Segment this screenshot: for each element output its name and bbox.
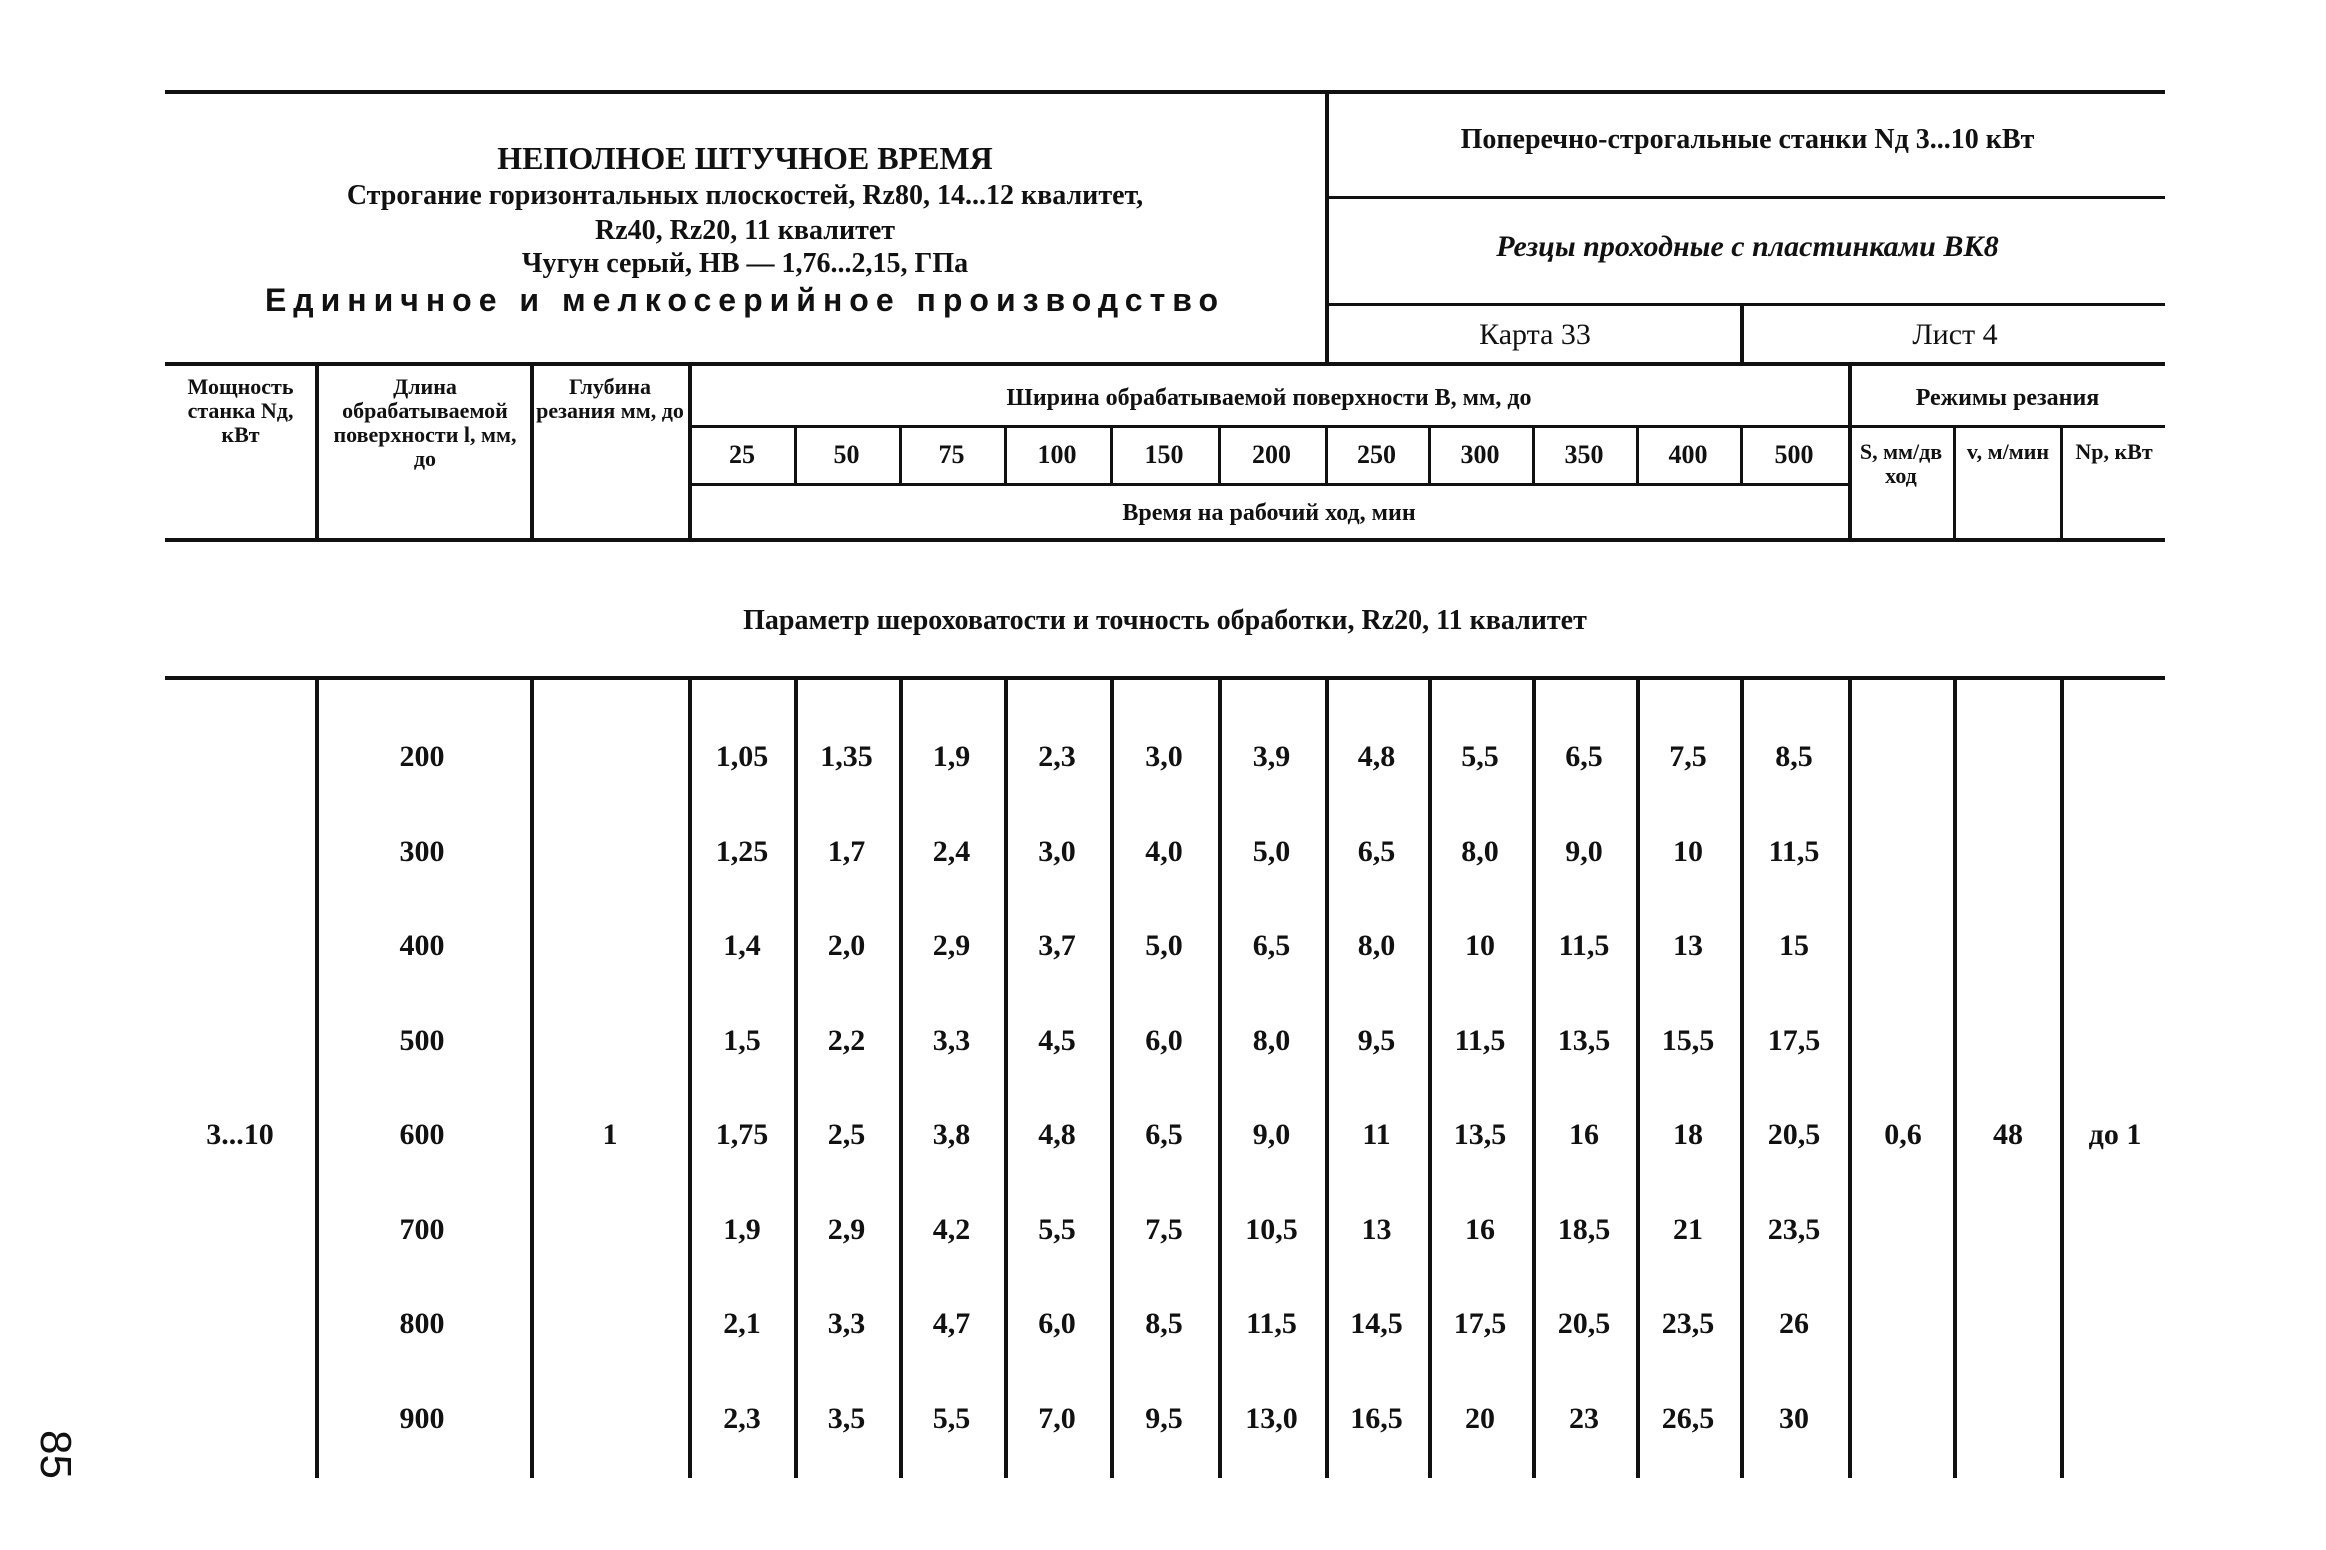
- header-divider: [1325, 92, 1329, 362]
- time-cell: 26,5: [1661, 1401, 1715, 1435]
- time-cell: 10: [1465, 929, 1495, 962]
- time-cell: 6,5: [1252, 929, 1291, 962]
- time-cell: 2,2: [827, 1023, 866, 1057]
- column-depth: Глубина резания мм, до: [536, 374, 684, 423]
- time-cell: 20,5: [1557, 1307, 1611, 1340]
- time-cell: 1,4: [723, 929, 761, 962]
- width-100: 100: [1037, 440, 1077, 469]
- time-cell: 9,5: [1357, 1023, 1396, 1057]
- time-cell: 15,5: [1661, 1023, 1715, 1057]
- width-divider: [1004, 427, 1007, 484]
- length-800: 800: [399, 1307, 445, 1340]
- time-cell: 1,75: [715, 1118, 769, 1151]
- operation-line-1: Строгание горизонтальных плоскостей, Rz80, 14...12 квалитет,: [346, 180, 1144, 211]
- body-column-divider: [1110, 678, 1114, 1478]
- col-div-2: [530, 364, 534, 538]
- width-divider: [1428, 427, 1431, 484]
- depth-value: 1: [602, 1118, 618, 1151]
- time-cell: 5,5: [1461, 740, 1499, 773]
- time-cell: 18,5: [1557, 1212, 1611, 1246]
- time-cell: 13,5: [1453, 1118, 1507, 1151]
- time-cell: 20: [1465, 1401, 1495, 1435]
- time-cell: 17,5: [1767, 1023, 1821, 1057]
- time-cell: 26: [1779, 1307, 1809, 1340]
- body-column-divider: [2060, 678, 2064, 1478]
- sheet-number: Лист 4: [1912, 318, 1998, 351]
- time-cell: 2,0: [827, 929, 866, 962]
- width-divider: [1740, 427, 1743, 484]
- length-600: 600: [399, 1118, 445, 1151]
- time-cell: 1,05: [715, 740, 769, 773]
- column-modes-header: Режимы резания: [1915, 385, 2100, 411]
- time-cell: 2,5: [827, 1118, 866, 1151]
- width-300: 300: [1460, 440, 1500, 469]
- time-cell: 13,0: [1245, 1401, 1298, 1435]
- time-cell: 2,3: [723, 1401, 761, 1435]
- body-column-divider: [1532, 678, 1536, 1478]
- body-column-divider: [1325, 678, 1329, 1478]
- time-cell: 10: [1673, 834, 1703, 868]
- time-cell: 10,5: [1245, 1212, 1298, 1246]
- time-cell: 11,5: [1454, 1023, 1506, 1057]
- column-time-header: Время на рабочий ход, мин: [1122, 500, 1416, 526]
- width-divider: [794, 427, 797, 484]
- body-column-divider: [1428, 678, 1432, 1478]
- length-500: 500: [399, 1023, 445, 1057]
- time-cell: 23,5: [1661, 1307, 1715, 1340]
- time-cell: 8,5: [1775, 740, 1813, 773]
- time-cell: 5,0: [1145, 929, 1183, 962]
- time-cell: 13: [1361, 1212, 1392, 1246]
- time-cell: 4,8: [1357, 740, 1396, 773]
- width-75: 75: [938, 440, 965, 469]
- time-cell: 11,5: [1246, 1307, 1297, 1340]
- time-header-rule: [690, 483, 1848, 486]
- tool-type: Резцы проходные с пластинками ВК8: [1496, 230, 1999, 263]
- time-cell: 1,7: [827, 834, 866, 868]
- card-sheet-divider: [1740, 305, 1744, 362]
- time-cell: 18: [1673, 1118, 1703, 1151]
- time-cell: 7,5: [1669, 740, 1707, 773]
- time-cell: 13,5: [1557, 1023, 1611, 1057]
- time-cell: 2,9: [827, 1212, 866, 1246]
- width-divider: [1218, 427, 1221, 484]
- width-divider: [1532, 427, 1535, 484]
- width-200: 200: [1252, 440, 1291, 469]
- width-divider: [899, 427, 902, 484]
- time-cell: 6,5: [1565, 740, 1603, 773]
- column-power: Мощность станка Nд, кВт: [187, 374, 294, 447]
- time-cell: 2,3: [1038, 740, 1076, 773]
- width-400: 400: [1668, 440, 1708, 469]
- time-cell: 21: [1673, 1212, 1703, 1246]
- time-cell: 8,0: [1461, 834, 1499, 868]
- time-cell: 2,9: [932, 929, 971, 962]
- body-column-divider: [794, 678, 798, 1478]
- machine-type: Поперечно-строгальные станки Nд 3...10 кВт: [1460, 124, 2035, 155]
- time-cell: 4,2: [932, 1212, 971, 1246]
- body-column-divider: [1953, 678, 1957, 1478]
- time-cell: 1,5: [723, 1023, 761, 1057]
- width-500: 500: [1774, 440, 1814, 469]
- time-cell: 3,5: [827, 1401, 866, 1435]
- time-cell: 23,5: [1767, 1212, 1821, 1246]
- width-350: 350: [1564, 440, 1604, 469]
- body-column-divider: [1218, 678, 1222, 1478]
- width-250: 250: [1357, 440, 1396, 469]
- time-cell: 9,0: [1565, 834, 1603, 868]
- length-700: 700: [399, 1212, 445, 1246]
- width-50: 50: [833, 440, 860, 469]
- time-cell: 5,0: [1252, 834, 1291, 868]
- column-width-header: Ширина обрабатываемой поверхности В, мм, до: [1006, 385, 1532, 411]
- body-column-divider: [688, 678, 692, 1478]
- column-header-bottom-rule: [165, 538, 2165, 542]
- length-300: 300: [399, 834, 445, 868]
- width-divider: [1110, 427, 1113, 484]
- column-feed: S, мм/дв ход: [1859, 439, 1943, 488]
- time-cell: 20,5: [1767, 1118, 1821, 1151]
- time-cell: 7,0: [1038, 1401, 1076, 1435]
- page-title: НЕПОЛНОЕ ШТУЧНОЕ ВРЕМЯ: [497, 140, 993, 176]
- width-divider: [1325, 427, 1328, 484]
- time-cell: 11,5: [1558, 929, 1610, 962]
- width-25: 25: [729, 440, 755, 469]
- time-cell: 2,1: [723, 1307, 761, 1340]
- time-cell: 3,0: [1145, 740, 1183, 773]
- time-cell: 16,5: [1350, 1401, 1403, 1435]
- mode-div-2: [2060, 427, 2063, 538]
- body-column-divider: [1004, 678, 1008, 1478]
- body-column-divider: [315, 678, 319, 1478]
- time-cell: 8,5: [1145, 1307, 1183, 1340]
- time-cell: 4,8: [1038, 1118, 1076, 1151]
- time-cell: 1,35: [820, 740, 873, 773]
- time-cell: 3,7: [1038, 929, 1076, 962]
- length-200: 200: [399, 740, 445, 773]
- time-cell: 4,5: [1038, 1023, 1076, 1057]
- time-cell: 6,5: [1357, 834, 1396, 868]
- time-cell: 9,5: [1145, 1401, 1183, 1435]
- top-rule: [165, 90, 2165, 94]
- card-number: Карта 33: [1479, 318, 1591, 351]
- time-cell: 7,5: [1145, 1212, 1183, 1246]
- column-cutting-power: Nр, кВт: [2075, 439, 2153, 464]
- time-cell: 8,0: [1357, 929, 1396, 962]
- col-div-1: [315, 364, 319, 538]
- mode-div-1: [1953, 427, 1956, 538]
- time-cell: 11,5: [1768, 834, 1820, 868]
- body-top-rule: [165, 676, 2165, 680]
- time-cell: 5,5: [932, 1401, 971, 1435]
- column-speed: v, м/мин: [1966, 439, 2050, 464]
- body-column-divider: [1636, 678, 1640, 1478]
- header-rule-1: [1327, 196, 2165, 199]
- length-900: 900: [399, 1401, 445, 1435]
- time-cell: 1,9: [723, 1212, 761, 1246]
- time-cell: 30: [1779, 1401, 1809, 1435]
- time-cell: 1,9: [932, 740, 971, 773]
- time-cell: 23: [1569, 1401, 1599, 1435]
- section-title: Параметр шероховатости и точность обработки, Rz20, 11 квалитет: [743, 605, 1587, 636]
- column-header-top-rule: [165, 362, 2165, 366]
- column-length: Длина обрабатываемой поверхности l, мм, до: [333, 374, 517, 471]
- cutting-power-value: до 1: [2088, 1118, 2142, 1151]
- time-cell: 6,5: [1145, 1118, 1183, 1151]
- time-cell: 4,0: [1145, 834, 1183, 868]
- time-cell: 3,3: [827, 1307, 866, 1340]
- body-column-divider: [530, 678, 534, 1478]
- time-cell: 4,7: [932, 1307, 971, 1340]
- time-cell: 13: [1673, 929, 1703, 962]
- time-cell: 6,0: [1145, 1023, 1183, 1057]
- material-line: Чугун серый, НВ — 1,76...2,15, ГПа: [521, 248, 969, 279]
- time-cell: 16: [1465, 1212, 1495, 1246]
- body-column-divider: [899, 678, 903, 1478]
- operation-line-2: Rz40, Rz20, 11 квалитет: [594, 215, 896, 246]
- time-cell: 1,25: [715, 834, 769, 868]
- time-cell: 16: [1569, 1118, 1599, 1151]
- width-150: 150: [1144, 440, 1184, 469]
- time-cell: 14,5: [1350, 1307, 1403, 1340]
- feed-value: 0,6: [1884, 1118, 1922, 1151]
- time-cell: 17,5: [1453, 1307, 1507, 1340]
- time-cell: 5,5: [1038, 1212, 1076, 1246]
- time-cell: 6,0: [1038, 1307, 1076, 1340]
- speed-value: 48: [1993, 1118, 2023, 1151]
- power-value: 3...10: [206, 1118, 274, 1151]
- time-cell: 3,8: [932, 1118, 971, 1151]
- time-cell: 15: [1779, 929, 1809, 962]
- body-column-divider: [1848, 678, 1852, 1478]
- time-cell: 3,0: [1038, 834, 1076, 868]
- time-cell: 11: [1362, 1118, 1391, 1151]
- time-cell: 3,3: [932, 1023, 971, 1057]
- width-divider: [1636, 427, 1639, 484]
- production-type: Единичное и мелкосерийное производство: [264, 282, 1226, 318]
- page-number: 85: [31, 1430, 80, 1479]
- length-400: 400: [399, 929, 445, 962]
- body-column-divider: [1740, 678, 1744, 1478]
- time-cell: 3,9: [1252, 740, 1291, 773]
- time-cell: 2,4: [932, 834, 971, 868]
- time-cell: 8,0: [1252, 1023, 1291, 1057]
- header-rule-2: [1327, 303, 2165, 306]
- time-cell: 9,0: [1252, 1118, 1291, 1151]
